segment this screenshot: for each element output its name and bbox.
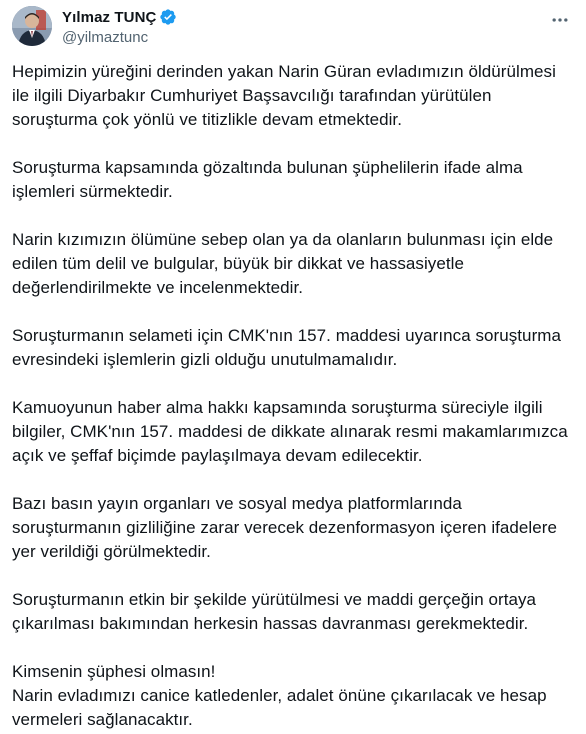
avatar[interactable] [12,6,52,46]
name-row [62,7,177,27]
profile-photo [12,6,52,46]
tweet-paragraph: Soruşturma kapsamında gözaltında bulunan şüphelilerin ifade alma işlemleri sürmektedir. [12,158,523,201]
tweet-paragraph: Narin kızımızın ölümüne sebep olan ya da olanların bulunması için elde edilen tüm delil ve bulgular, büyük bir dikkat ve hassasiyetle değerlendirilmekte ve incelenmektedir. [12,230,554,297]
more-options-icon [550,10,570,30]
author-display-name[interactable]: Yılmaz TUNÇ [62,8,157,26]
tweet-paragraph: Soruşturmanın etkin bir şekilde yürütülmesi ve maddi gerçeğin ortaya çıkarılması bakımından herkesin hassas davranması gerekmektedir. [12,590,537,633]
tweet-paragraph: Hepimizin yüreğini derinden yakan Narin Güran evladımızın öldürülmesi ile ilgili Diyarbakır Cumhuriyet Başsavcılığı tarafından yürütülen soruşturma çok yönlü ve titizlikle devam etmektedir. [12,62,556,129]
tweet-text [12,60,578,732]
tweet-paragraph: Bazı basın yayın organları ve sosyal medya platformlarında soruşturmanın gizliliğine zarar verecek dezenformasyon içeren ifadelere yer verildiği görülmektedir. [12,494,557,561]
tweet-paragraph: Kamuoyunun haber alma hakkı kapsamında soruşturma süreciyle ilgili bilgiler, CMK'nın 157. maddesi de dikkate alınarak resmi makamlarımızca açık ve şeffaf biçimde paylaşılmaya devam edilecektir. [12,398,568,465]
tweet-header [12,6,574,46]
verified-badge-icon [159,8,177,26]
tweet-paragraph: Soruşturmanın selameti için CMK'nın 157. maddesi uyarınca soruşturma evresindeki işlemlerin gizli olduğu unutulmamalıdır. [12,326,561,369]
author-info [62,7,177,47]
tweet-paragraph: Kimsenin şüphesi olmasın! Narin evladımızı canice katledenler, adalet önüne çıkarılacak ve hesap vermeleri sağlanacaktır. [12,662,547,729]
author-handle[interactable]: @yilmaztunc [62,29,149,46]
more-options-button[interactable] [546,10,574,30]
